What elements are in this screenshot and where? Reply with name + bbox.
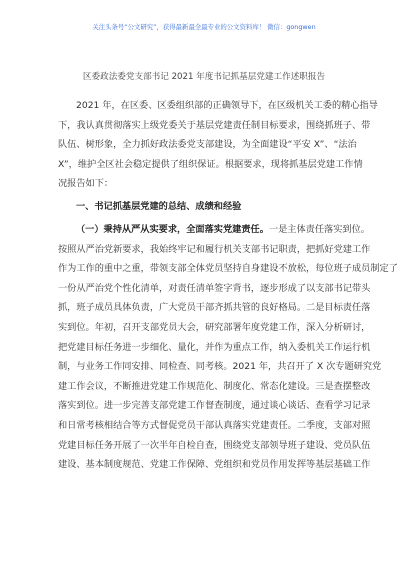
intro-line: 2021 年，在区委、区委组织部的正确领导下，在区级机关工委的精心指导 (76, 100, 378, 111)
body-line: 和日常考核相结合等方式督促党员干部认真落实党建责任。二季度，支部对照 (58, 419, 371, 431)
document-body (58, 96, 398, 475)
body-line: 一份从严治党个性化清单，对责任清单签字背书，逐步形成了以支部书记带头 (58, 282, 371, 294)
intro-line: 下，我认真贯彻落实上级党委关于基层党建责任制目标要求，围绕抓班子、带 (58, 119, 371, 131)
subsection-line (58, 220, 370, 240)
intro-line: 队伍、树形象，全力抓好政法委党支部建设，为全面建设“平安 X”、“法治 (58, 139, 357, 151)
section-heading: 一、书记抓基层党建的总结、成绩和经验 (76, 200, 242, 212)
intro-line: X”，维护全区社会稳定提供了组织保证。根据要求，现将抓基层党建工作情 (58, 158, 363, 170)
subsection-title: （一）秉持从严从实要求，全面落实党建责任。 (76, 223, 269, 235)
document-title: 区委政法委党支部书记 2021 年度书记抓基层党建工作述职报告 (82, 72, 326, 82)
body-line: 把党建目标任务进一步细化、量化，并作为重点工作，纳入委机关工作运行机 (58, 341, 371, 353)
body-line: 按照从严治党新要求，我始终牢记和履行机关支部书记职责，把抓好党建工作 (58, 243, 371, 255)
body-line: 建工作会议，不断推进党建工作规范化、制度化、常态化建设。三是查摆整改 (58, 380, 371, 392)
body-line: 抓，班子成员具体负责，广大党员干部齐抓共管的良好格局。二是目标责任落 (58, 302, 371, 314)
subsection-text: 一是主体责任落实到位。 (268, 223, 370, 235)
body-line: 制，与业务工作同安排、同检查、同考核。2021 年，共召开了 X 次专题研究党 (58, 361, 382, 373)
body-line: 实到位。年初，召开支部党员大会，研究部署年度党建工作，深入分析研讨， (58, 321, 371, 333)
intro-line: 况报告如下： (58, 178, 114, 190)
body-line: 党建目标任务开展了一次半年自检自查，围绕党支部领导班子建设、党员队伍 (58, 439, 371, 451)
body-line: 作为工作的重中之重，带领支部全体党员坚持自身建设不放松，每位班子成员制定了 (58, 263, 398, 275)
body-line: 落实到位。进一步完善支部党建工作督查制度，通过谈心谈话、查看学习记录 (58, 400, 371, 412)
header-banner: 关注头条号“公文研究”，获得最新最全最专业的公文资料库！ 微信：gongwen (92, 23, 316, 31)
body-line: 建设、基本制度规范、党建工作保障、党组织和党员作用发挥等基层基础工作 (58, 459, 371, 471)
